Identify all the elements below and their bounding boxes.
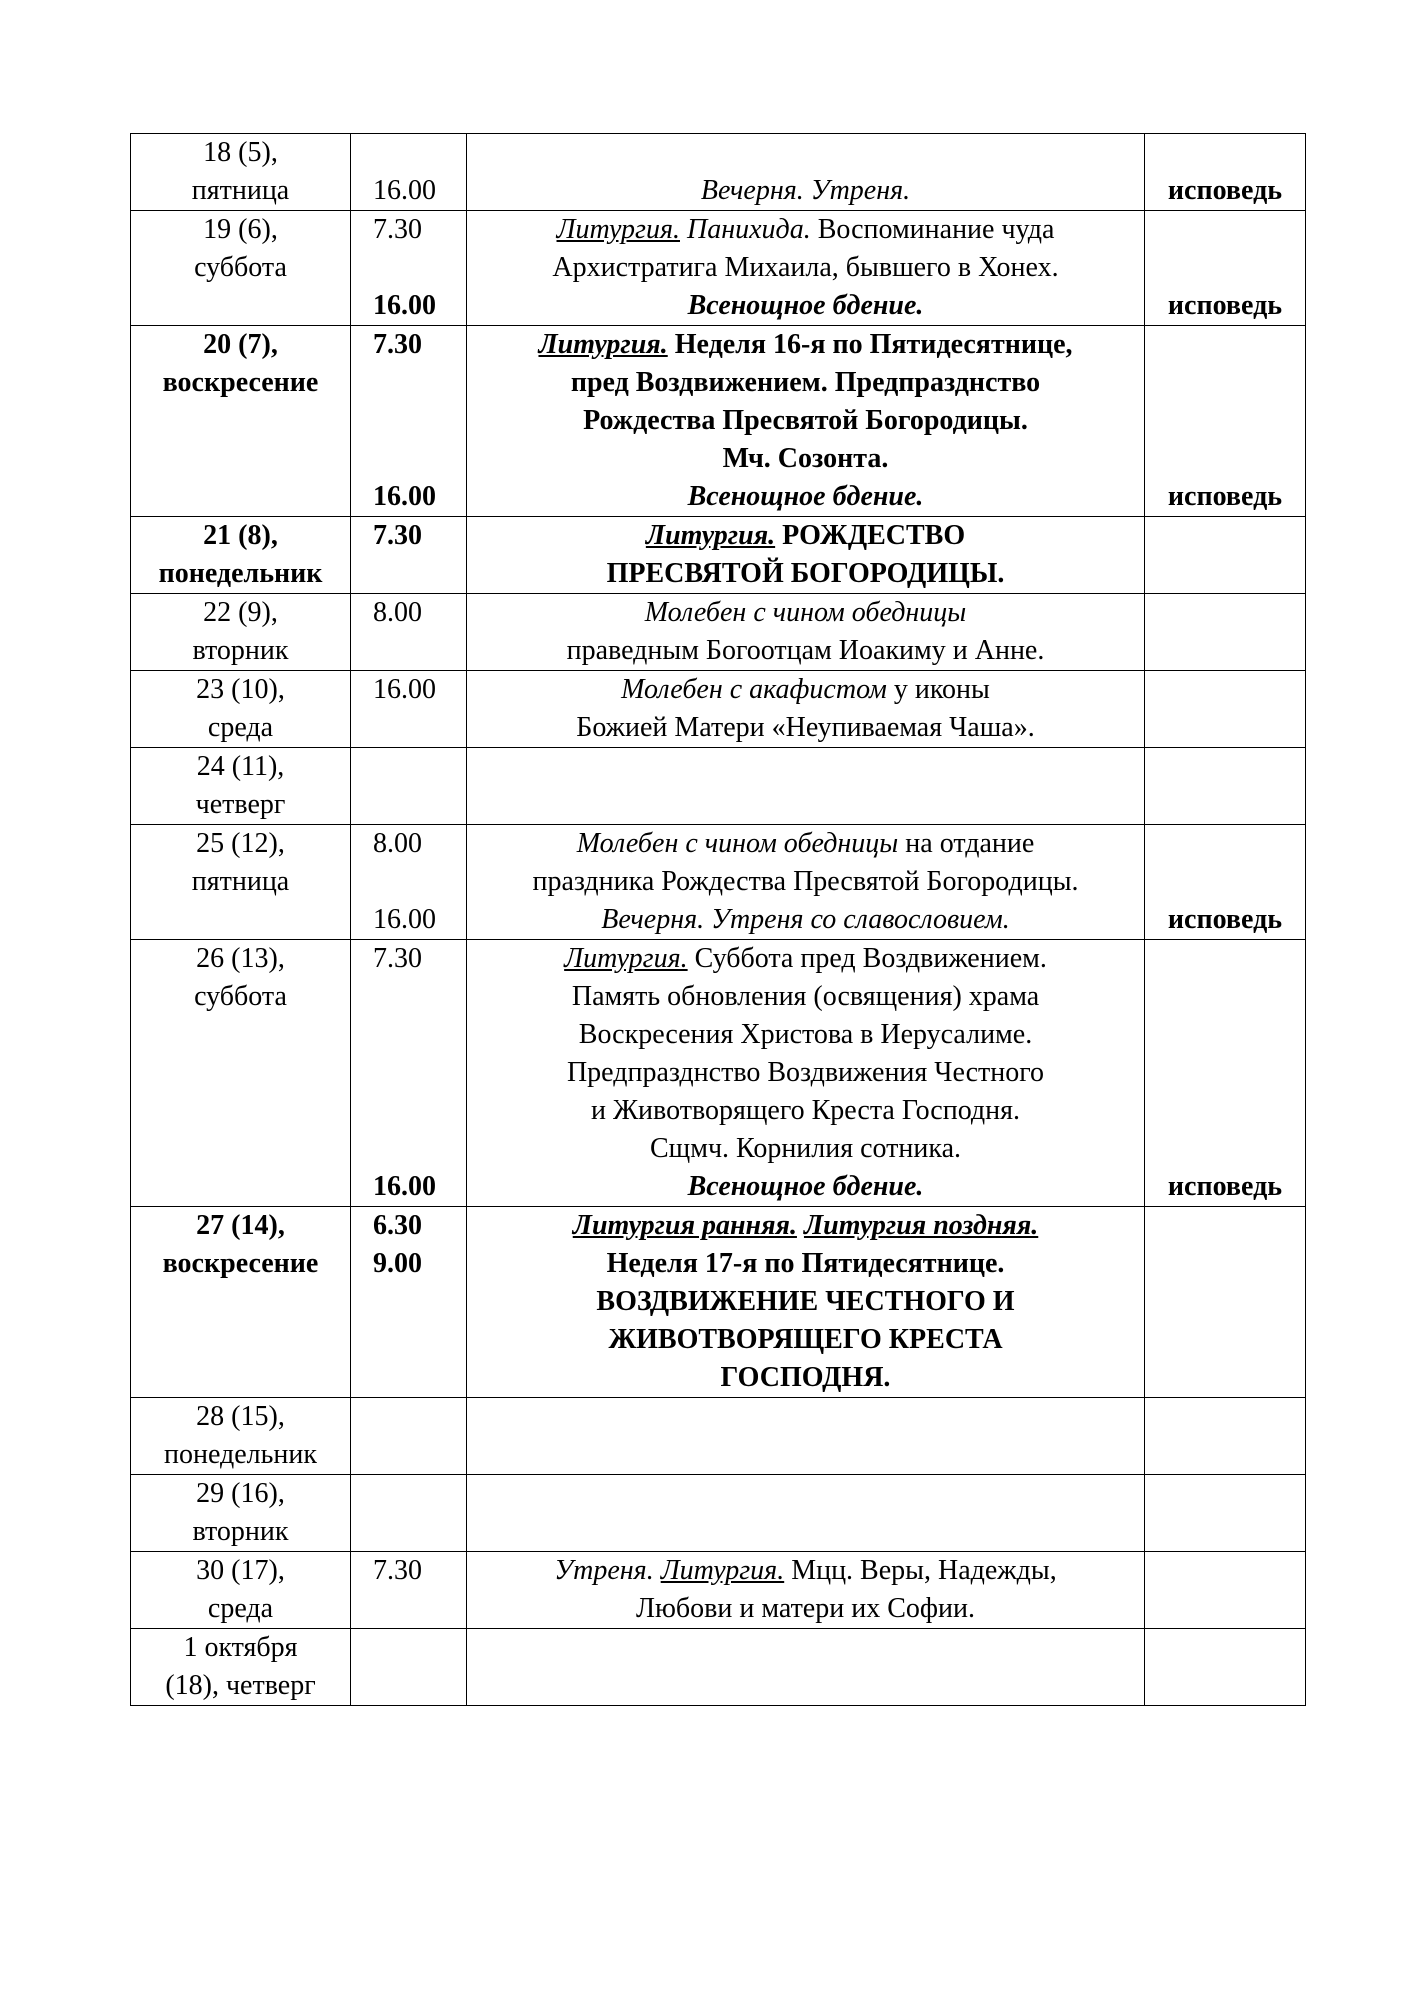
note-cell bbox=[1145, 1629, 1306, 1706]
schedule-row bbox=[131, 1552, 1306, 1629]
description-segment: Всенощное бдение. bbox=[687, 1171, 924, 1202]
description-segment: Мч. Созонта. bbox=[722, 443, 889, 474]
date-text: воскресение bbox=[162, 1248, 319, 1279]
date-cell bbox=[131, 1629, 351, 1706]
description-segment: Суббота пред Воздвижением. bbox=[687, 943, 1047, 974]
description-segment: Утреня. bbox=[554, 1555, 654, 1586]
description-line bbox=[467, 1398, 1144, 1436]
description-segment: Предпразднство Воздвижения Честного bbox=[566, 1057, 1045, 1088]
description-line bbox=[467, 402, 1144, 440]
description-line bbox=[467, 1552, 1144, 1590]
time-text bbox=[373, 440, 466, 478]
time-text bbox=[373, 249, 466, 287]
description-line bbox=[467, 249, 1144, 287]
date-cell bbox=[131, 940, 351, 1207]
description-line bbox=[467, 478, 1144, 516]
note-cell bbox=[1145, 517, 1306, 594]
description-segment: праведным Богоотцам Иоакиму и Анне. bbox=[566, 635, 1045, 666]
date-cell bbox=[131, 1398, 351, 1475]
description-segment: Воспоминание чуда bbox=[810, 214, 1055, 245]
time-text: 8.00 bbox=[373, 828, 422, 859]
description-line bbox=[467, 978, 1144, 1016]
time-text: 16.00 bbox=[373, 904, 436, 935]
date-text: 1 октября bbox=[183, 1632, 298, 1663]
description-segment: на отдание bbox=[898, 828, 1035, 859]
service-description-cell bbox=[467, 825, 1145, 940]
description-segment: Литургия. bbox=[660, 1555, 785, 1586]
description-segment: у иконы bbox=[886, 674, 990, 705]
time-text bbox=[373, 1054, 466, 1092]
date-text: понедельник bbox=[158, 558, 323, 589]
date-text: 19 (6), bbox=[203, 214, 278, 245]
service-description-cell bbox=[467, 326, 1145, 517]
service-description-cell bbox=[467, 1207, 1145, 1398]
date-text: суббота bbox=[194, 981, 287, 1012]
service-description-cell bbox=[467, 594, 1145, 671]
schedule-row bbox=[131, 1629, 1306, 1706]
description-line bbox=[467, 1629, 1144, 1667]
description-line bbox=[467, 1054, 1144, 1092]
service-description-cell bbox=[467, 671, 1145, 748]
date-text: среда bbox=[207, 712, 274, 743]
description-segment: Молебен с чином обедницы bbox=[644, 597, 967, 628]
description-segment: Молебен с чином обедницы bbox=[576, 828, 899, 859]
description-line bbox=[467, 863, 1144, 901]
date-text: 23 (10), bbox=[196, 674, 285, 705]
description-segment: Всенощное бдение. bbox=[687, 481, 924, 512]
service-description-cell bbox=[467, 940, 1145, 1207]
description-line bbox=[467, 671, 1144, 709]
confession-note: исповедь bbox=[1167, 904, 1283, 935]
time-text bbox=[373, 134, 466, 172]
date-text: 29 (16), bbox=[196, 1478, 285, 1509]
service-description-cell bbox=[467, 1552, 1145, 1629]
description-segment: ГОСПОДНЯ. bbox=[720, 1362, 891, 1393]
time-text: 16.00 bbox=[373, 1171, 436, 1202]
confession-note: исповедь bbox=[1167, 1171, 1283, 1202]
schedule-row bbox=[131, 1475, 1306, 1552]
note-cell bbox=[1145, 594, 1306, 671]
description-line bbox=[467, 1168, 1144, 1206]
description-segment: ПРЕСВЯТОЙ БОГОРОДИЦЫ. bbox=[606, 558, 1005, 589]
note-cell bbox=[1145, 1552, 1306, 1629]
note-cell bbox=[1145, 1475, 1306, 1552]
schedule-row bbox=[131, 825, 1306, 940]
description-segment: пред Воздвижением. Предпразднство bbox=[570, 367, 1041, 398]
description-segment: Архистратига Михаила, бывшего в Хонех. bbox=[552, 252, 1059, 283]
description-segment: Молебен с акафистом bbox=[621, 674, 887, 705]
time-cell bbox=[351, 517, 467, 594]
time-text: 7.30 bbox=[373, 1555, 422, 1586]
time-cell bbox=[351, 1475, 467, 1552]
date-text: пятница bbox=[191, 175, 290, 206]
description-segment: Неделя 16-я по Пятидесятнице, bbox=[667, 329, 1073, 360]
date-text: вторник bbox=[192, 635, 289, 666]
confession-note: исповедь bbox=[1167, 481, 1283, 512]
confession-note bbox=[1145, 555, 1305, 593]
time-cell bbox=[351, 1552, 467, 1629]
confession-note bbox=[1145, 1436, 1305, 1474]
description-segment: ВОЗДВИЖЕНИЕ ЧЕСТНОГО И bbox=[596, 1286, 1015, 1317]
date-cell bbox=[131, 594, 351, 671]
time-text: 9.00 bbox=[373, 1248, 422, 1279]
date-cell bbox=[131, 1552, 351, 1629]
note-cell bbox=[1145, 748, 1306, 825]
schedule-row bbox=[131, 134, 1306, 211]
date-text: 27 (14), bbox=[196, 1210, 285, 1241]
date-text: 20 (7), bbox=[203, 329, 278, 360]
confession-note bbox=[1145, 709, 1305, 747]
date-cell bbox=[131, 748, 351, 825]
description-segment: ЖИВОТВОРЯЩЕГО КРЕСТА bbox=[608, 1324, 1003, 1355]
confession-note bbox=[1145, 1359, 1305, 1397]
schedule-row bbox=[131, 517, 1306, 594]
service-description-cell bbox=[467, 211, 1145, 326]
description-segment: Литургия. bbox=[564, 943, 688, 974]
description-segment: Воскресения Христова в Иерусалиме. bbox=[578, 1019, 1033, 1050]
description-line bbox=[467, 709, 1144, 747]
date-text: 26 (13), bbox=[196, 943, 285, 974]
date-cell bbox=[131, 825, 351, 940]
schedule-row bbox=[131, 748, 1306, 825]
schedule-row bbox=[131, 940, 1306, 1207]
time-cell bbox=[351, 671, 467, 748]
date-text: понедельник bbox=[163, 1439, 317, 1470]
schedule-row bbox=[131, 1207, 1306, 1398]
time-text bbox=[373, 863, 466, 901]
date-cell bbox=[131, 517, 351, 594]
service-description-cell bbox=[467, 1629, 1145, 1706]
schedule-row bbox=[131, 594, 1306, 671]
description-line bbox=[467, 517, 1144, 555]
description-line bbox=[467, 287, 1144, 325]
time-text: 7.30 bbox=[373, 214, 422, 245]
confession-note bbox=[1145, 1590, 1305, 1628]
time-text bbox=[373, 1092, 466, 1130]
time-text: 7.30 bbox=[373, 520, 422, 551]
time-text bbox=[373, 1629, 466, 1667]
service-description-cell bbox=[467, 134, 1145, 211]
date-text: 21 (8), bbox=[203, 520, 278, 551]
time-text bbox=[373, 1130, 466, 1168]
time-cell bbox=[351, 748, 467, 825]
confession-note: исповедь bbox=[1167, 290, 1283, 321]
note-cell bbox=[1145, 326, 1306, 517]
description-line bbox=[467, 364, 1144, 402]
date-text: 18 (5), bbox=[203, 137, 278, 168]
description-segment: Литургия. bbox=[645, 520, 776, 551]
description-line bbox=[467, 1475, 1144, 1513]
confession-note bbox=[1145, 1667, 1305, 1705]
date-text: 22 (9), bbox=[203, 597, 278, 628]
date-text: четверг bbox=[195, 789, 286, 820]
time-cell bbox=[351, 211, 467, 326]
schedule-row bbox=[131, 211, 1306, 326]
time-text bbox=[373, 364, 466, 402]
schedule-body bbox=[131, 134, 1306, 1706]
description-line bbox=[467, 940, 1144, 978]
time-text: 16.00 bbox=[373, 674, 436, 705]
date-text: пятница bbox=[191, 866, 290, 897]
description-segment bbox=[680, 214, 687, 245]
date-cell bbox=[131, 211, 351, 326]
date-text: вторник bbox=[192, 1516, 289, 1547]
service-description-cell bbox=[467, 517, 1145, 594]
description-segment bbox=[654, 1555, 661, 1586]
description-line bbox=[467, 211, 1144, 249]
description-segment: Всенощное бдение. bbox=[687, 290, 924, 321]
date-cell bbox=[131, 134, 351, 211]
time-cell bbox=[351, 326, 467, 517]
description-segment: Любови и матери их Софии. bbox=[636, 1593, 975, 1624]
date-text: воскресение bbox=[162, 367, 319, 398]
note-cell bbox=[1145, 211, 1306, 326]
description-line bbox=[467, 1092, 1144, 1130]
date-text: суббота bbox=[194, 252, 287, 283]
description-segment: Вечерня. Утреня. bbox=[700, 175, 911, 206]
description-line bbox=[467, 1321, 1144, 1359]
date-text: (18), четверг bbox=[165, 1670, 316, 1701]
description-line bbox=[467, 1016, 1144, 1054]
confession-note bbox=[1145, 632, 1305, 670]
date-cell bbox=[131, 1475, 351, 1552]
date-text: среда bbox=[207, 1593, 274, 1624]
date-cell bbox=[131, 1207, 351, 1398]
description-line bbox=[467, 1245, 1144, 1283]
description-line bbox=[467, 1283, 1144, 1321]
time-text bbox=[373, 978, 466, 1016]
time-cell bbox=[351, 594, 467, 671]
time-text bbox=[373, 1398, 466, 1436]
description-line bbox=[467, 326, 1144, 364]
description-segment: Литургия. bbox=[556, 214, 680, 245]
time-text: 16.00 bbox=[373, 175, 436, 206]
time-cell bbox=[351, 1207, 467, 1398]
description-line bbox=[467, 1207, 1144, 1245]
description-segment: и Животворящего Креста Господня. bbox=[590, 1095, 1020, 1126]
description-line bbox=[467, 825, 1144, 863]
note-cell bbox=[1145, 1398, 1306, 1475]
description-segment: Неделя 17-я по Пятидесятнице. bbox=[606, 1248, 1005, 1279]
time-cell bbox=[351, 1398, 467, 1475]
time-cell bbox=[351, 825, 467, 940]
confession-note bbox=[1145, 786, 1305, 824]
description-line bbox=[467, 748, 1144, 786]
description-line bbox=[467, 901, 1144, 939]
note-cell bbox=[1145, 1207, 1306, 1398]
description-line bbox=[467, 1590, 1144, 1628]
description-segment: Рождества Пресвятой Богородицы. bbox=[583, 405, 1028, 436]
date-cell bbox=[131, 326, 351, 517]
time-text: 16.00 bbox=[373, 481, 436, 512]
schedule-row bbox=[131, 671, 1306, 748]
service-description-cell bbox=[467, 1475, 1145, 1552]
date-text: 24 (11), bbox=[196, 751, 285, 782]
description-segment: Мцц. Веры, Надежды, bbox=[784, 1555, 1057, 1586]
time-cell bbox=[351, 134, 467, 211]
time-cell bbox=[351, 940, 467, 1207]
description-line bbox=[467, 172, 1144, 210]
description-line bbox=[467, 1130, 1144, 1168]
description-segment: Литургия. bbox=[538, 329, 668, 360]
note-cell bbox=[1145, 825, 1306, 940]
description-segment bbox=[797, 1210, 804, 1241]
note-cell bbox=[1145, 671, 1306, 748]
note-cell bbox=[1145, 940, 1306, 1207]
confession-note bbox=[1145, 1513, 1305, 1551]
description-segment: Панихида. bbox=[687, 214, 811, 245]
description-line bbox=[467, 555, 1144, 593]
service-description-cell bbox=[467, 1398, 1145, 1475]
confession-note: исповедь bbox=[1167, 175, 1283, 206]
schedule-row bbox=[131, 1398, 1306, 1475]
time-text bbox=[373, 748, 466, 786]
date-text: 30 (17), bbox=[196, 1555, 285, 1586]
date-cell bbox=[131, 671, 351, 748]
description-segment: Литургия ранняя. bbox=[572, 1210, 797, 1241]
description-segment: Литургия поздняя. bbox=[803, 1210, 1039, 1241]
time-text bbox=[373, 1475, 466, 1513]
description-line bbox=[467, 632, 1144, 670]
description-segment: Сщмч. Корнилия сотника. bbox=[650, 1133, 961, 1164]
description-segment: Вечерня. Утреня со славословием. bbox=[601, 904, 1010, 935]
time-text bbox=[373, 402, 466, 440]
description-segment: РОЖДЕСТВО bbox=[775, 520, 966, 551]
schedule-table bbox=[130, 133, 1306, 1706]
description-line bbox=[467, 440, 1144, 478]
time-text: 8.00 bbox=[373, 597, 422, 628]
description-segment: Память обновления (освящения) храма bbox=[571, 981, 1040, 1012]
note-cell bbox=[1145, 134, 1306, 211]
description-segment: праздника Рождества Пресвятой Богородицы. bbox=[532, 866, 1079, 897]
description-line bbox=[467, 594, 1144, 632]
time-text: 16.00 bbox=[373, 290, 436, 321]
time-text: 7.30 bbox=[373, 329, 422, 360]
time-text: 7.30 bbox=[373, 943, 422, 974]
service-description-cell bbox=[467, 748, 1145, 825]
description-line bbox=[467, 134, 1144, 172]
time-text bbox=[373, 1016, 466, 1054]
time-text: 6.30 bbox=[373, 1210, 422, 1241]
description-segment: Божией Матери «Неупиваемая Чаша». bbox=[576, 712, 1035, 743]
schedule-row bbox=[131, 326, 1306, 517]
time-cell bbox=[351, 1629, 467, 1706]
description-line bbox=[467, 1359, 1144, 1397]
date-text: 25 (12), bbox=[196, 828, 285, 859]
date-text: 28 (15), bbox=[196, 1401, 285, 1432]
